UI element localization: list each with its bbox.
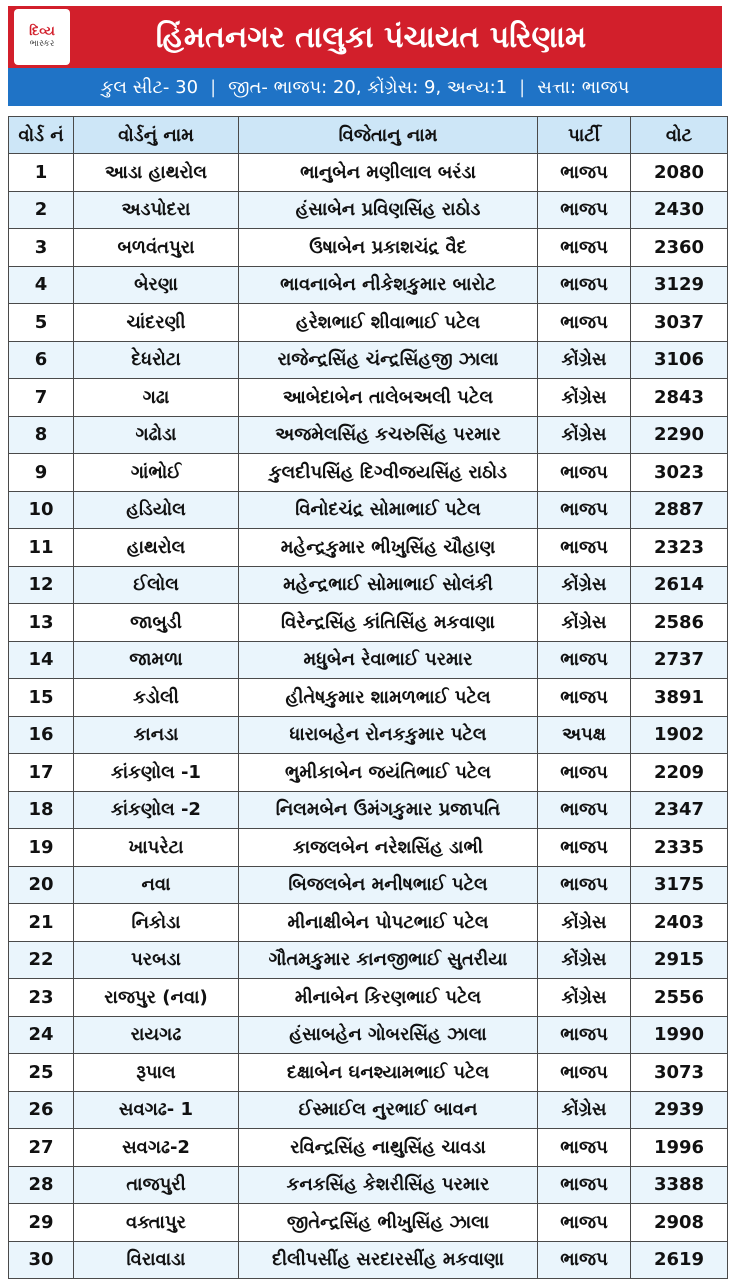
cell-ward-name: નવા: [74, 866, 239, 904]
cell-votes: 1990: [631, 1016, 728, 1054]
cell-party: ભાજપ: [538, 154, 631, 192]
cell-ward-name: પરબડા: [74, 941, 239, 979]
cell-winner-name: આબેદાબેન તાલેબઅલી પટેલ: [239, 379, 538, 417]
col-header-winner-name: વિજેતાનુ નામ: [239, 117, 538, 154]
cell-votes: 3388: [631, 1166, 728, 1204]
cell-votes: 2939: [631, 1091, 728, 1129]
cell-winner-name: ગૌતમકુમાર કાનજીભાઈ સુતરીયા: [239, 941, 538, 979]
cell-winner-name: દીલીપસીંહ સરદારસીંહ મકવાણા: [239, 1241, 538, 1279]
cell-party: ભાજપ: [538, 229, 631, 267]
cell-party: ભાજપ: [538, 1166, 631, 1204]
cell-ward-no: 6: [9, 341, 74, 379]
table-row: [9, 154, 728, 192]
summary-divider: |: [210, 76, 217, 98]
cell-party: ભાજપ: [538, 1204, 631, 1242]
table-row: [9, 829, 728, 867]
cell-winner-name: ભુમીકાબેન જયંતિભાઈ પટેલ: [239, 754, 538, 792]
cell-ward-name: આડા હાથરોલ: [74, 154, 239, 192]
cell-ward-name: બળવંતપુરા: [74, 229, 239, 267]
cell-ward-name: ઈલોલ: [74, 566, 239, 604]
cell-ward-no: 10: [9, 491, 74, 529]
cell-ward-no: 17: [9, 754, 74, 792]
cell-ward-no: 30: [9, 1241, 74, 1279]
table-row: [9, 341, 728, 379]
cell-ward-name: સવગઢ-2: [74, 1129, 239, 1167]
cell-winner-name: અજમેલસિંહ કચરુસિંહ પરમાર: [239, 416, 538, 454]
table-row: [9, 679, 728, 717]
cell-ward-name: વક્તાપુર: [74, 1204, 239, 1242]
table-row: [9, 866, 728, 904]
cell-votes: 3037: [631, 304, 728, 342]
cell-ward-no: 20: [9, 866, 74, 904]
cell-winner-name: હંસાબેન પ્રવિણસિંહ રાઠોડ: [239, 191, 538, 229]
cell-party: કોંગ્રેસ: [538, 1091, 631, 1129]
cell-winner-name: મહેન્દ્રકુમાર ભીખુસિંહ ચૌહાણ: [239, 529, 538, 567]
cell-votes: 2347: [631, 791, 728, 829]
cell-ward-no: 29: [9, 1204, 74, 1242]
cell-votes: 2614: [631, 566, 728, 604]
cell-ward-no: 13: [9, 604, 74, 642]
cell-ward-no: 15: [9, 679, 74, 717]
cell-votes: 2209: [631, 754, 728, 792]
logo-line1: દિવ્ય: [29, 24, 55, 39]
cell-votes: 2360: [631, 229, 728, 267]
cell-votes: 2619: [631, 1241, 728, 1279]
cell-winner-name: ભાવનાબેન નીકેશકુમાર બારોટ: [239, 266, 538, 304]
cell-party: ભાજપ: [538, 529, 631, 567]
cell-votes: 2915: [631, 941, 728, 979]
cell-votes: 2323: [631, 529, 728, 567]
table-row: [9, 529, 728, 567]
cell-votes: 2887: [631, 491, 728, 529]
cell-votes: 2843: [631, 379, 728, 417]
summary-total-seats: કુલ સીટ- 30: [100, 76, 199, 98]
cell-winner-name: મહેન્દ્રભાઈ સોમાભાઈ સોલંકી: [239, 566, 538, 604]
table-row: [9, 604, 728, 642]
table-row: [9, 1129, 728, 1167]
table-row: [9, 941, 728, 979]
cell-ward-name: કાંકણોલ -2: [74, 791, 239, 829]
cell-ward-no: 11: [9, 529, 74, 567]
cell-votes: 2556: [631, 979, 728, 1017]
cell-ward-name: વિરાવાડા: [74, 1241, 239, 1279]
cell-winner-name: હંસાબહેન ગોબરસિંહ ઝાલા: [239, 1016, 538, 1054]
cell-ward-no: 28: [9, 1166, 74, 1204]
summary-divider: |: [519, 76, 526, 98]
cell-ward-no: 26: [9, 1091, 74, 1129]
cell-ward-no: 16: [9, 716, 74, 754]
cell-winner-name: હરેશભાઈ શીવાભાઈ પટેલ: [239, 304, 538, 342]
cell-ward-name: ગઢા: [74, 379, 239, 417]
cell-winner-name: ભાનુબેન મણીલાલ બરંડા: [239, 154, 538, 192]
cell-ward-name: કાનડા: [74, 716, 239, 754]
cell-party: ભાજપ: [538, 491, 631, 529]
table-row: [9, 791, 728, 829]
cell-ward-no: 22: [9, 941, 74, 979]
cell-party: ભાજપ: [538, 266, 631, 304]
cell-ward-name: જાબુડી: [74, 604, 239, 642]
cell-party: ભાજપ: [538, 791, 631, 829]
summary-wins: જીત- ભાજપ: 20, કોંગ્રેસ: 9, અન્ય:1: [228, 76, 508, 98]
cell-ward-no: 2: [9, 191, 74, 229]
cell-ward-name: રાયગઢ: [74, 1016, 239, 1054]
cell-ward-name: અડપોદરા: [74, 191, 239, 229]
cell-ward-no: 18: [9, 791, 74, 829]
table-row: [9, 1241, 728, 1279]
cell-votes: 2080: [631, 154, 728, 192]
cell-ward-name: કડોલી: [74, 679, 239, 717]
cell-party: ભાજપ: [538, 1016, 631, 1054]
cell-winner-name: બિજલબેન મનીષભાઈ પટેલ: [239, 866, 538, 904]
cell-ward-no: 3: [9, 229, 74, 267]
cell-party: ભાજપ: [538, 454, 631, 492]
cell-party: ભાજપ: [538, 1054, 631, 1092]
cell-ward-no: 24: [9, 1016, 74, 1054]
cell-party: ભાજપ: [538, 679, 631, 717]
cell-winner-name: મધુબેન રેવાભાઈ પરમાર: [239, 641, 538, 679]
table-row: [9, 1204, 728, 1242]
cell-ward-name: દેધરોટા: [74, 341, 239, 379]
logo-line2: ભાસ્કર: [29, 39, 55, 49]
cell-party: ભાજપ: [538, 304, 631, 342]
cell-winner-name: દક્ષાબેન ઘનશ્યામભાઈ પટેલ: [239, 1054, 538, 1092]
table-row: [9, 904, 728, 942]
col-header-ward-name: વોર્ડનું નામ: [74, 117, 239, 154]
cell-ward-name: રાજપુર (નવા): [74, 979, 239, 1017]
cell-ward-name: બેરણા: [74, 266, 239, 304]
cell-votes: 2290: [631, 416, 728, 454]
cell-ward-name: હાથરોલ: [74, 529, 239, 567]
cell-ward-no: 12: [9, 566, 74, 604]
cell-party: કોંગ્રેસ: [538, 566, 631, 604]
cell-ward-no: 9: [9, 454, 74, 492]
cell-ward-name: ગાંભોઈ: [74, 454, 239, 492]
cell-winner-name: ધારાબહેન રોનકકુમાર પટેલ: [239, 716, 538, 754]
cell-ward-no: 25: [9, 1054, 74, 1092]
cell-votes: 2430: [631, 191, 728, 229]
table-row: [9, 266, 728, 304]
cell-ward-no: 14: [9, 641, 74, 679]
cell-party: કોંગ્રેસ: [538, 979, 631, 1017]
cell-ward-name: હડિયોલ: [74, 491, 239, 529]
cell-votes: 3106: [631, 341, 728, 379]
cell-votes: 2737: [631, 641, 728, 679]
table-row: [9, 641, 728, 679]
table-row: [9, 191, 728, 229]
summary-bar: [8, 68, 722, 106]
cell-ward-name: ગઢોડા: [74, 416, 239, 454]
cell-party: અપક્ષ: [538, 716, 631, 754]
cell-ward-no: 7: [9, 379, 74, 417]
col-header-party: પાર્ટી: [538, 117, 631, 154]
table-row: [9, 454, 728, 492]
cell-winner-name: હીતેષકુમાર શામળભાઈ પટેલ: [239, 679, 538, 717]
cell-ward-name: તાજપુરી: [74, 1166, 239, 1204]
cell-votes: 3073: [631, 1054, 728, 1092]
summary-ruling-party: સત્તા: ભાજપ: [537, 76, 630, 98]
cell-winner-name: ઉષાબેન પ્રકાશચંદ્ર વૈદ: [239, 229, 538, 267]
cell-votes: 2403: [631, 904, 728, 942]
cell-party: કોંગ્રેસ: [538, 379, 631, 417]
cell-party: કોંગ્રેસ: [538, 416, 631, 454]
table-row: [9, 379, 728, 417]
cell-winner-name: રવિન્દ્રસિંહ નાથુસિંહ ચાવડા: [239, 1129, 538, 1167]
cell-ward-no: 21: [9, 904, 74, 942]
cell-votes: 2335: [631, 829, 728, 867]
cell-ward-name: સવગઢ- 1: [74, 1091, 239, 1129]
cell-party: કોંગ્રેસ: [538, 604, 631, 642]
cell-winner-name: રાજેન્દ્રસિંહ ચંન્દ્રસિંહજી ઝાલા: [239, 341, 538, 379]
table-header-row: [9, 117, 728, 154]
cell-ward-name: કાંકણોલ -1: [74, 754, 239, 792]
cell-votes: 2586: [631, 604, 728, 642]
cell-winner-name: કુલદીપસિંહ દિગ્વીજયસિંહ રાઠોડ: [239, 454, 538, 492]
cell-party: કોંગ્રેસ: [538, 341, 631, 379]
cell-winner-name: ઈસ્માઈલ નુરભાઈ બાવન: [239, 1091, 538, 1129]
cell-votes: 2908: [631, 1204, 728, 1242]
cell-ward-name: જામળા: [74, 641, 239, 679]
cell-ward-no: 1: [9, 154, 74, 192]
cell-ward-name: ખાપરેટા: [74, 829, 239, 867]
cell-votes: 3023: [631, 454, 728, 492]
cell-party: ભાજપ: [538, 754, 631, 792]
cell-party: ભાજપ: [538, 829, 631, 867]
cell-winner-name: નિલમબેન ઉમંગકુમાર પ્રજાપતિ: [239, 791, 538, 829]
table-row: [9, 566, 728, 604]
results-table: [8, 116, 728, 1279]
table-row: [9, 416, 728, 454]
cell-winner-name: કાજલબેન નરેશસિંહ ડાભી: [239, 829, 538, 867]
cell-party: કોંગ્રેસ: [538, 941, 631, 979]
table-body: [9, 154, 728, 1279]
cell-ward-no: 23: [9, 979, 74, 1017]
table-row: [9, 754, 728, 792]
cell-winner-name: મીનાબેન કિરણભાઈ પટેલ: [239, 979, 538, 1017]
table-row: [9, 491, 728, 529]
table-row: [9, 1016, 728, 1054]
cell-party: ભાજપ: [538, 1241, 631, 1279]
table-row: [9, 1166, 728, 1204]
page-title: હિંમતનગર તાલુકા પંચાયત પરિણામ: [155, 19, 587, 55]
cell-ward-no: 19: [9, 829, 74, 867]
cell-votes: 3129: [631, 266, 728, 304]
table-row: [9, 229, 728, 267]
title-banner: [8, 6, 722, 68]
cell-winner-name: મીનાક્ષીબેન પોપટભાઈ પટેલ: [239, 904, 538, 942]
cell-ward-name: નિકોડા: [74, 904, 239, 942]
cell-winner-name: કનકસિંહ કેશરીસિંહ પરમાર: [239, 1166, 538, 1204]
cell-votes: 3175: [631, 866, 728, 904]
cell-party: ભાજપ: [538, 866, 631, 904]
cell-votes: 1996: [631, 1129, 728, 1167]
col-header-votes: વોટ: [631, 117, 728, 154]
cell-party: ભાજપ: [538, 191, 631, 229]
cell-winner-name: વિનોદચંદ્ર સોમાભાઈ પટેલ: [239, 491, 538, 529]
cell-ward-name: ચાંદરણી: [74, 304, 239, 342]
cell-ward-name: રૂપાલ: [74, 1054, 239, 1092]
brand-logo: [14, 9, 70, 65]
cell-party: ભાજપ: [538, 641, 631, 679]
table-row: [9, 1054, 728, 1092]
cell-winner-name: જીતેન્દ્રસિંહ ભીખુસિંહ ઝાલા: [239, 1204, 538, 1242]
cell-votes: 1902: [631, 716, 728, 754]
table-row: [9, 716, 728, 754]
cell-party: ભાજપ: [538, 1129, 631, 1167]
cell-ward-no: 8: [9, 416, 74, 454]
table-row: [9, 1091, 728, 1129]
col-header-ward-no: વોર્ડ નં: [9, 117, 74, 154]
cell-ward-no: 27: [9, 1129, 74, 1167]
table-row: [9, 979, 728, 1017]
cell-ward-no: 4: [9, 266, 74, 304]
cell-ward-no: 5: [9, 304, 74, 342]
cell-party: કોંગ્રેસ: [538, 904, 631, 942]
cell-winner-name: વિરેન્દ્રસિંહ કાંતિસિંહ મકવાણા: [239, 604, 538, 642]
cell-votes: 3891: [631, 679, 728, 717]
table-row: [9, 304, 728, 342]
